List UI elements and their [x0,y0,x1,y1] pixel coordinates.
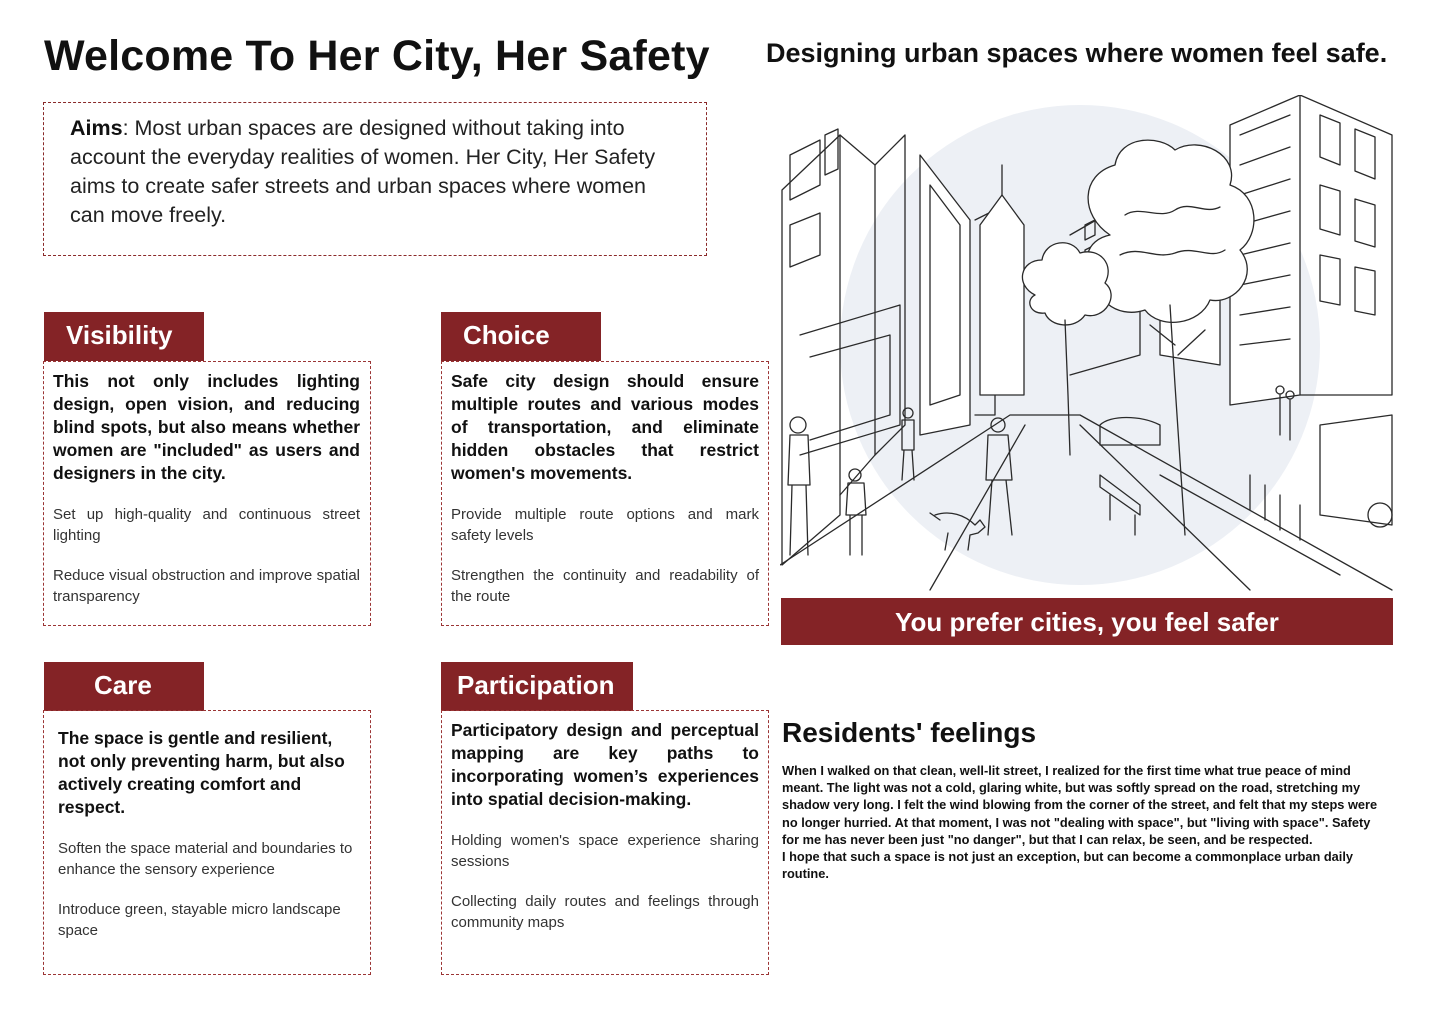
residents-title: Residents' feelings [782,717,1037,748]
residents-text [782,762,1382,882]
section-card-participation [441,710,769,975]
section-item-choice-1: Provide multiple route options and mark safety levels [451,506,759,544]
street-sketch-illustration [780,95,1394,595]
section-item-participation-2: Collecting daily routes and feelings through community maps [451,893,759,931]
section-lead-visibility: This not only includes lighting design, open vision, and reducing blind spots, but also means whether women are "included" as users and designers in the city. [53,371,360,483]
aims-label: Aims [70,116,123,140]
aims-box [43,102,707,256]
aims-text [70,114,680,230]
residents-paragraph-1: When I walked on that clean, well-lit street, I realized for the first time what true peace of mind meant. The light was not a cold, glaring white, but was softly spread on the road, stretching my shadow very long. I felt the wind blowing from the corner of the street, and felt that my steps were no longer hurried. At that moment, I was not "dealing with space", but "living with space". Safety for me has never been just "no danger", but that I can relax, be seen, and be respected. [782,763,1378,847]
residents-paragraph-2: I hope that such a space is not just an exception, but can become a commonplace urban daily routine. [782,849,1354,882]
section-card-care [43,710,371,975]
section-item-choice-2: Strengthen the continuity and readability of the route [451,567,759,605]
page-title: Welcome To Her City, Her Safety [44,32,710,80]
section-item-participation-1: Holding women's space experience sharing sessions [451,832,759,870]
section-lead-participation: Participatory design and perceptual mapping are key paths to incorporating women’s experiences into spatial decision-making. [451,720,759,809]
section-card-visibility [43,361,371,626]
section-tab-participation: Participation [441,662,633,711]
section-lead-choice: Safe city design should ensure multiple routes and various modes of transportation, and eliminate hidden obstacles that restrict women's movements. [451,371,759,483]
section-tab-visibility: Visibility [44,312,204,361]
section-item-care-1: Soften the space material and boundaries to enhance the sensory experience [58,840,353,878]
section-tab-choice: Choice [441,312,601,361]
section-lead-care: The space is gentle and resilient, not only preventing harm, but also actively creating comfort and respect. [58,728,345,817]
section-tab-care: Care [44,662,204,711]
page-subtitle: Designing urban spaces where women feel safe. [766,38,1388,68]
section-card-choice [441,361,769,626]
section-item-visibility-1: Set up high-quality and continuous street lighting [53,506,360,544]
banner: You prefer cities, you feel safer [781,598,1393,645]
aims-body: : Most urban spaces are designed without taking into account the everyday realities of women. Her City, Her Safety aims to create safer streets and urban spaces where women can move freely. [70,116,656,227]
section-item-care-2: Introduce green, stayable micro landscape space [58,901,341,939]
section-item-visibility-2: Reduce visual obstruction and improve spatial transparency [53,567,360,605]
